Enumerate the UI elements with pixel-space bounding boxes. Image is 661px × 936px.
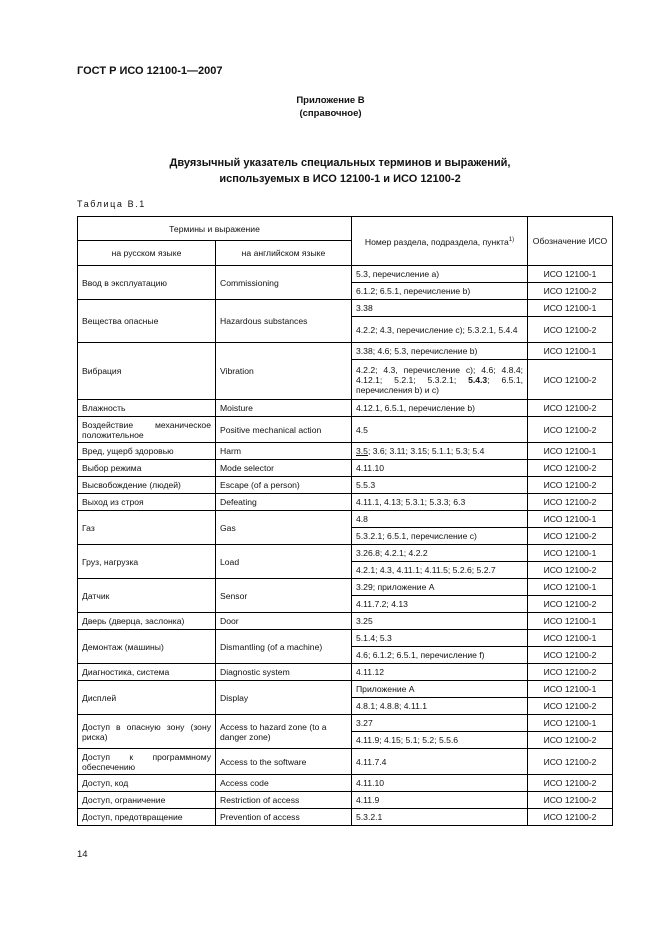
term-russian: Ввод в эксплуатацию <box>78 266 216 300</box>
section-reference: 3.38 <box>352 300 528 317</box>
section-reference: 5.3, перечисление a) <box>352 266 528 283</box>
table-row <box>78 443 613 460</box>
appendix-subtitle: (справочное) <box>299 108 362 119</box>
table-body <box>78 266 613 826</box>
iso-designation: ИСО 12100-2 <box>528 417 613 443</box>
term-english: Access to the software <box>216 749 352 775</box>
term-english: Moisture <box>216 400 352 417</box>
iso-designation: ИСО 12100-2 <box>528 596 613 613</box>
term-russian: Выбор режима <box>78 460 216 477</box>
header-terms: Термины и выражение <box>78 217 352 241</box>
section-reference: 4.11.7.4 <box>352 749 528 775</box>
term-russian: Газ <box>78 511 216 545</box>
table-row <box>78 266 613 283</box>
term-russian: Дисплей <box>78 681 216 715</box>
iso-designation: ИСО 12100-2 <box>528 317 613 343</box>
section-reference-bold: 5.4.3 <box>468 374 488 385</box>
term-english: Hazardous substances <box>216 300 352 343</box>
iso-designation: ИСО 12100-2 <box>528 283 613 300</box>
terms-index-table <box>77 216 613 826</box>
table-row <box>78 579 613 596</box>
term-english: Positive mechanical action <box>216 417 352 443</box>
iso-designation: ИСО 12100-1 <box>528 300 613 317</box>
header-iso-designation: Обозначение ИСО <box>528 217 613 266</box>
iso-designation: ИСО 12100-2 <box>528 400 613 417</box>
term-english: Sensor <box>216 579 352 613</box>
section-reference <box>352 443 528 460</box>
iso-designation: ИСО 12100-2 <box>528 775 613 792</box>
iso-designation: ИСО 12100-2 <box>528 360 613 400</box>
document-code-header: ГОСТ Р ИСО 12100-1—2007 <box>77 65 223 77</box>
term-russian: Высвобождение (людей) <box>78 477 216 494</box>
iso-designation: ИСО 12100-2 <box>528 732 613 749</box>
section-reference: 4.11.9; 4.15; 5.1; 5.2; 5.5.6 <box>352 732 528 749</box>
section-reference: 4.2.2; 4.3, перечисление c); 5.3.2.1, 5.4.4 <box>352 317 528 343</box>
section-reference: Приложение A <box>352 681 528 698</box>
section-reference: 4.8.1; 4.8.8; 4.11.1 <box>352 698 528 715</box>
term-english: Escape (of a person) <box>216 477 352 494</box>
term-russian: Доступ, код <box>78 775 216 792</box>
term-russian: Доступ, предотвращение <box>78 809 216 826</box>
section-reference: 6.1.2; 6.5.1, перечисление b) <box>352 283 528 300</box>
header-russian: на русском языке <box>78 241 216 266</box>
table-row <box>78 494 613 511</box>
section-reference: 5.3.2.1 <box>352 809 528 826</box>
iso-designation: ИСО 12100-2 <box>528 792 613 809</box>
iso-designation: ИСО 12100-1 <box>528 343 613 360</box>
footnote-marker: 1) <box>508 237 515 244</box>
iso-designation: ИСО 12100-2 <box>528 477 613 494</box>
section-reference: 3.27 <box>352 715 528 732</box>
table-row <box>78 477 613 494</box>
section-reference: 4.6; 6.1.2; 6.5.1, перечисление f) <box>352 647 528 664</box>
term-english: Vibration <box>216 343 352 400</box>
iso-designation: ИСО 12100-2 <box>528 528 613 545</box>
term-russian: Доступ, ограничение <box>78 792 216 809</box>
section-reference: 3.38; 4.6; 5.3, перечисление b) <box>352 343 528 360</box>
section-reference: 4.8 <box>352 511 528 528</box>
page-heading <box>60 155 620 187</box>
section-reference: 3.26.8; 4.2.1; 4.2.2 <box>352 545 528 562</box>
table-row <box>78 545 613 562</box>
term-english: Load <box>216 545 352 579</box>
table-row <box>78 809 613 826</box>
section-reference-rest: ; 3.6; 3.11; 3.15; 5.1.1; 5.3; 5.4 <box>367 446 485 456</box>
iso-designation: ИСО 12100-1 <box>528 443 613 460</box>
section-reference: 5.1.4; 5.3 <box>352 630 528 647</box>
section-reference: 4.2.1; 4.3, 4.11.1; 4.11.5; 5.2.6; 5.2.7 <box>352 562 528 579</box>
header-english: на английском языке <box>216 241 352 266</box>
term-russian: Доступ в опасную зону (зону риска) <box>78 715 216 749</box>
term-english: Dismantling (of a machine) <box>216 630 352 664</box>
term-russian: Дверь (дверца, заслонка) <box>78 613 216 630</box>
iso-designation: ИСО 12100-2 <box>528 647 613 664</box>
section-reference-part: ; 6.5.1, перечисления b) и c) <box>356 374 523 395</box>
iso-designation: ИСО 12100-2 <box>528 809 613 826</box>
section-reference: 4.11.10 <box>352 460 528 477</box>
term-english: Display <box>216 681 352 715</box>
term-english: Door <box>216 613 352 630</box>
table-row <box>78 613 613 630</box>
table-row <box>78 343 613 360</box>
term-russian: Вещества опасные <box>78 300 216 343</box>
iso-designation: ИСО 12100-1 <box>528 681 613 698</box>
table-row <box>78 630 613 647</box>
iso-designation: ИСО 12100-1 <box>528 545 613 562</box>
iso-designation: ИСО 12100-1 <box>528 511 613 528</box>
term-english: Prevention of access <box>216 809 352 826</box>
page-heading-line-1: Двуязычный указатель специальных терминов и выражений, <box>169 157 511 169</box>
table-row <box>78 775 613 792</box>
iso-designation: ИСО 12100-2 <box>528 749 613 775</box>
term-english: Defeating <box>216 494 352 511</box>
section-reference: 4.11.7.2; 4.13 <box>352 596 528 613</box>
term-english: Gas <box>216 511 352 545</box>
term-russian: Влажность <box>78 400 216 417</box>
header-section-text: Номер раздела, подраздела, пункта <box>364 236 509 247</box>
table-row <box>78 664 613 681</box>
table-row <box>78 792 613 809</box>
table-row <box>78 300 613 317</box>
iso-designation: ИСО 12100-1 <box>528 630 613 647</box>
iso-designation: ИСО 12100-2 <box>528 460 613 477</box>
table-row <box>78 749 613 775</box>
iso-designation: ИСО 12100-1 <box>528 579 613 596</box>
section-reference: 3.29; приложение A <box>352 579 528 596</box>
term-english: Access code <box>216 775 352 792</box>
term-russian: Воздействие механическое положительное <box>78 417 216 443</box>
section-reference <box>352 360 528 400</box>
header-section-number <box>352 217 528 266</box>
iso-designation: ИСО 12100-2 <box>528 562 613 579</box>
section-reference: 4.12.1, 6.5.1, перечисление b) <box>352 400 528 417</box>
section-reference-underlined: 3.5 <box>356 446 368 456</box>
table-row <box>78 715 613 732</box>
term-english: Restriction of access <box>216 792 352 809</box>
term-english: Diagnostic system <box>216 664 352 681</box>
table-row <box>78 417 613 443</box>
iso-designation: ИСО 12100-2 <box>528 698 613 715</box>
term-english: Mode selector <box>216 460 352 477</box>
term-russian: Выход из строя <box>78 494 216 511</box>
term-english: Commissioning <box>216 266 352 300</box>
section-reference: 4.11.12 <box>352 664 528 681</box>
term-russian: Вибрация <box>78 343 216 400</box>
appendix-title: Приложение В <box>296 95 365 106</box>
iso-designation: ИСО 12100-1 <box>528 715 613 732</box>
table-row <box>78 511 613 528</box>
iso-designation: ИСО 12100-1 <box>528 266 613 283</box>
term-russian: Диагностика, система <box>78 664 216 681</box>
table-row <box>78 400 613 417</box>
table-row <box>78 460 613 477</box>
section-reference-part: 4.2.2; 4.3, перечисление c); 4.6; 4.8.4; 4.12.1; 5.2.1; 5.3.2.1; <box>356 364 523 385</box>
iso-designation: ИСО 12100-2 <box>528 664 613 681</box>
section-reference: 5.5.3 <box>352 477 528 494</box>
term-russian: Доступ к программному обеспечению <box>78 749 216 775</box>
section-reference: 5.3.2.1; 6.5.1, перечисление c) <box>352 528 528 545</box>
iso-designation: ИСО 12100-1 <box>528 613 613 630</box>
term-english: Harm <box>216 443 352 460</box>
section-reference: 3.25 <box>352 613 528 630</box>
section-reference: 4.11.10 <box>352 775 528 792</box>
term-russian: Демонтаж (машины) <box>78 630 216 664</box>
iso-designation: ИСО 12100-2 <box>528 494 613 511</box>
section-reference: 4.11.9 <box>352 792 528 809</box>
section-reference: 4.5 <box>352 417 528 443</box>
term-russian: Датчик <box>78 579 216 613</box>
table-row <box>78 681 613 698</box>
page-number: 14 <box>77 849 88 860</box>
term-russian: Груз, нагрузка <box>78 545 216 579</box>
term-english: Access to hazard zone (to a danger zone) <box>216 715 352 749</box>
section-reference: 4.11.1, 4.13; 5.3.1; 5.3.3; 6.3 <box>352 494 528 511</box>
page-heading-line-2: используемых в ИСО 12100-1 и ИСО 12100-2 <box>219 173 461 185</box>
term-russian: Вред, ущерб здоровью <box>78 443 216 460</box>
table-label: Таблица В.1 <box>77 199 146 209</box>
